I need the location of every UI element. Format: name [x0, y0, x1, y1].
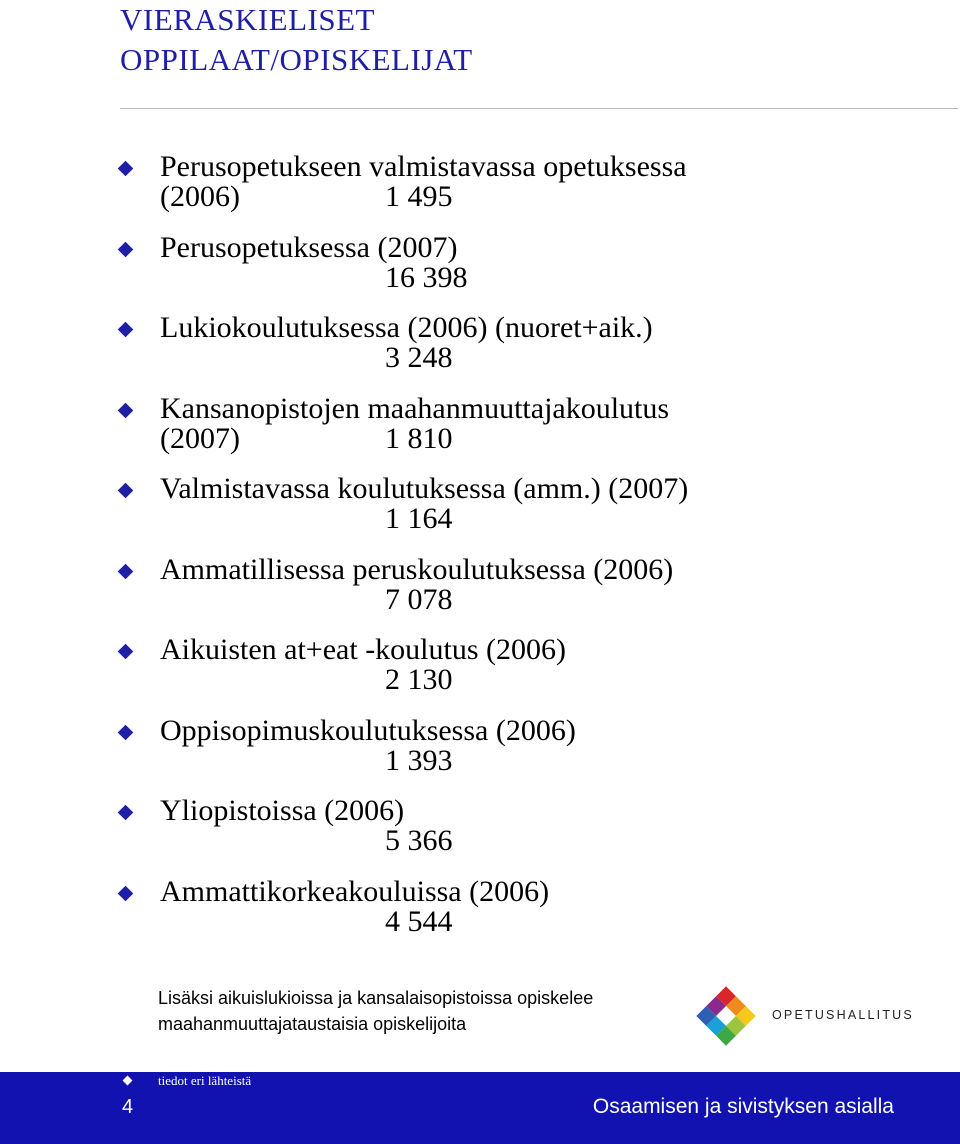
list-item — [120, 472, 940, 553]
item-value: 3 248 — [385, 341, 453, 374]
slide-title-line2: OPPILAAT/OPISKELIJAT — [120, 42, 473, 77]
item-value: 7 078 — [385, 582, 453, 616]
item-label: Aikuisten at+eat -koulutus (2006) — [160, 633, 567, 666]
item-label: Ammatillisessa peruskoulutuksessa (2006) — [160, 552, 674, 586]
list-item — [120, 392, 940, 473]
item-label: Lukiokoulutuksessa (2006) (nuoret+aik.) — [160, 311, 653, 344]
diamond-bullet-icon — [118, 322, 134, 338]
diamond-bullet-icon — [118, 161, 134, 177]
diamond-bullet-icon — [118, 402, 134, 418]
item-label: Kansanopistojen maahanmuuttajakoulutus — [160, 391, 670, 425]
item-year: (2006) — [160, 180, 240, 213]
page-number: 4 — [122, 1096, 134, 1118]
item-label: Ammattikorkeakouluissa (2006) — [160, 874, 550, 908]
footnote — [158, 985, 593, 1037]
item-label: Oppisopimuskoulutuksessa (2006) — [160, 713, 576, 747]
item-value: 1 810 — [385, 421, 453, 455]
item-value: 5 366 — [385, 824, 453, 857]
item-label: Perusopetuksessa (2007) — [160, 230, 458, 264]
diamond-bullet-icon — [118, 805, 134, 821]
diamond-bullet-icon — [118, 241, 134, 257]
list-item — [120, 794, 940, 875]
list-item — [120, 231, 940, 312]
footnote-line1: Lisäksi aikuislukioissa ja kansalaisopistoissa opiskelee — [158, 988, 594, 1008]
list-item — [120, 553, 940, 634]
footnote-line2: maahanmuuttajataustaisia opiskelijoita — [158, 1014, 467, 1034]
title-divider — [120, 108, 958, 109]
diamond-bullet-icon — [118, 483, 134, 499]
diamond-bullet-icon — [118, 563, 134, 579]
item-value: 16 398 — [385, 260, 468, 294]
opetushallitus-logo-icon — [695, 985, 757, 1047]
item-value: 1 495 — [385, 180, 453, 213]
item-value: 1 164 — [385, 502, 453, 535]
logo-wordmark: OPETUSHALLITUS — [772, 1008, 914, 1022]
item-year: (2007) — [160, 421, 240, 455]
footer-motto: Osaamisen ja sivistyksen asialla — [592, 1095, 894, 1118]
slide-title — [120, 0, 473, 80]
item-value: 2 130 — [385, 663, 453, 696]
statistics-list — [120, 150, 940, 955]
list-item — [120, 875, 940, 956]
item-value: 4 544 — [385, 904, 453, 938]
list-item — [120, 633, 940, 714]
slide-title-line1: VIERASKIELISET — [120, 2, 375, 37]
item-value: 1 393 — [385, 743, 453, 777]
item-label: Yliopistoissa (2006) — [160, 794, 405, 827]
diamond-bullet-icon — [118, 724, 134, 740]
footer-source: tiedot eri lähteistä — [158, 1073, 252, 1088]
diamond-bullet-icon — [118, 885, 134, 901]
list-item — [120, 150, 940, 231]
item-label: Valmistavassa koulutuksessa (amm.) (2007) — [160, 472, 689, 505]
list-item — [120, 311, 940, 392]
diamond-bullet-icon — [118, 644, 134, 660]
item-label: Perusopetukseen valmistavassa opetuksessa — [160, 150, 687, 183]
list-item — [120, 714, 940, 795]
